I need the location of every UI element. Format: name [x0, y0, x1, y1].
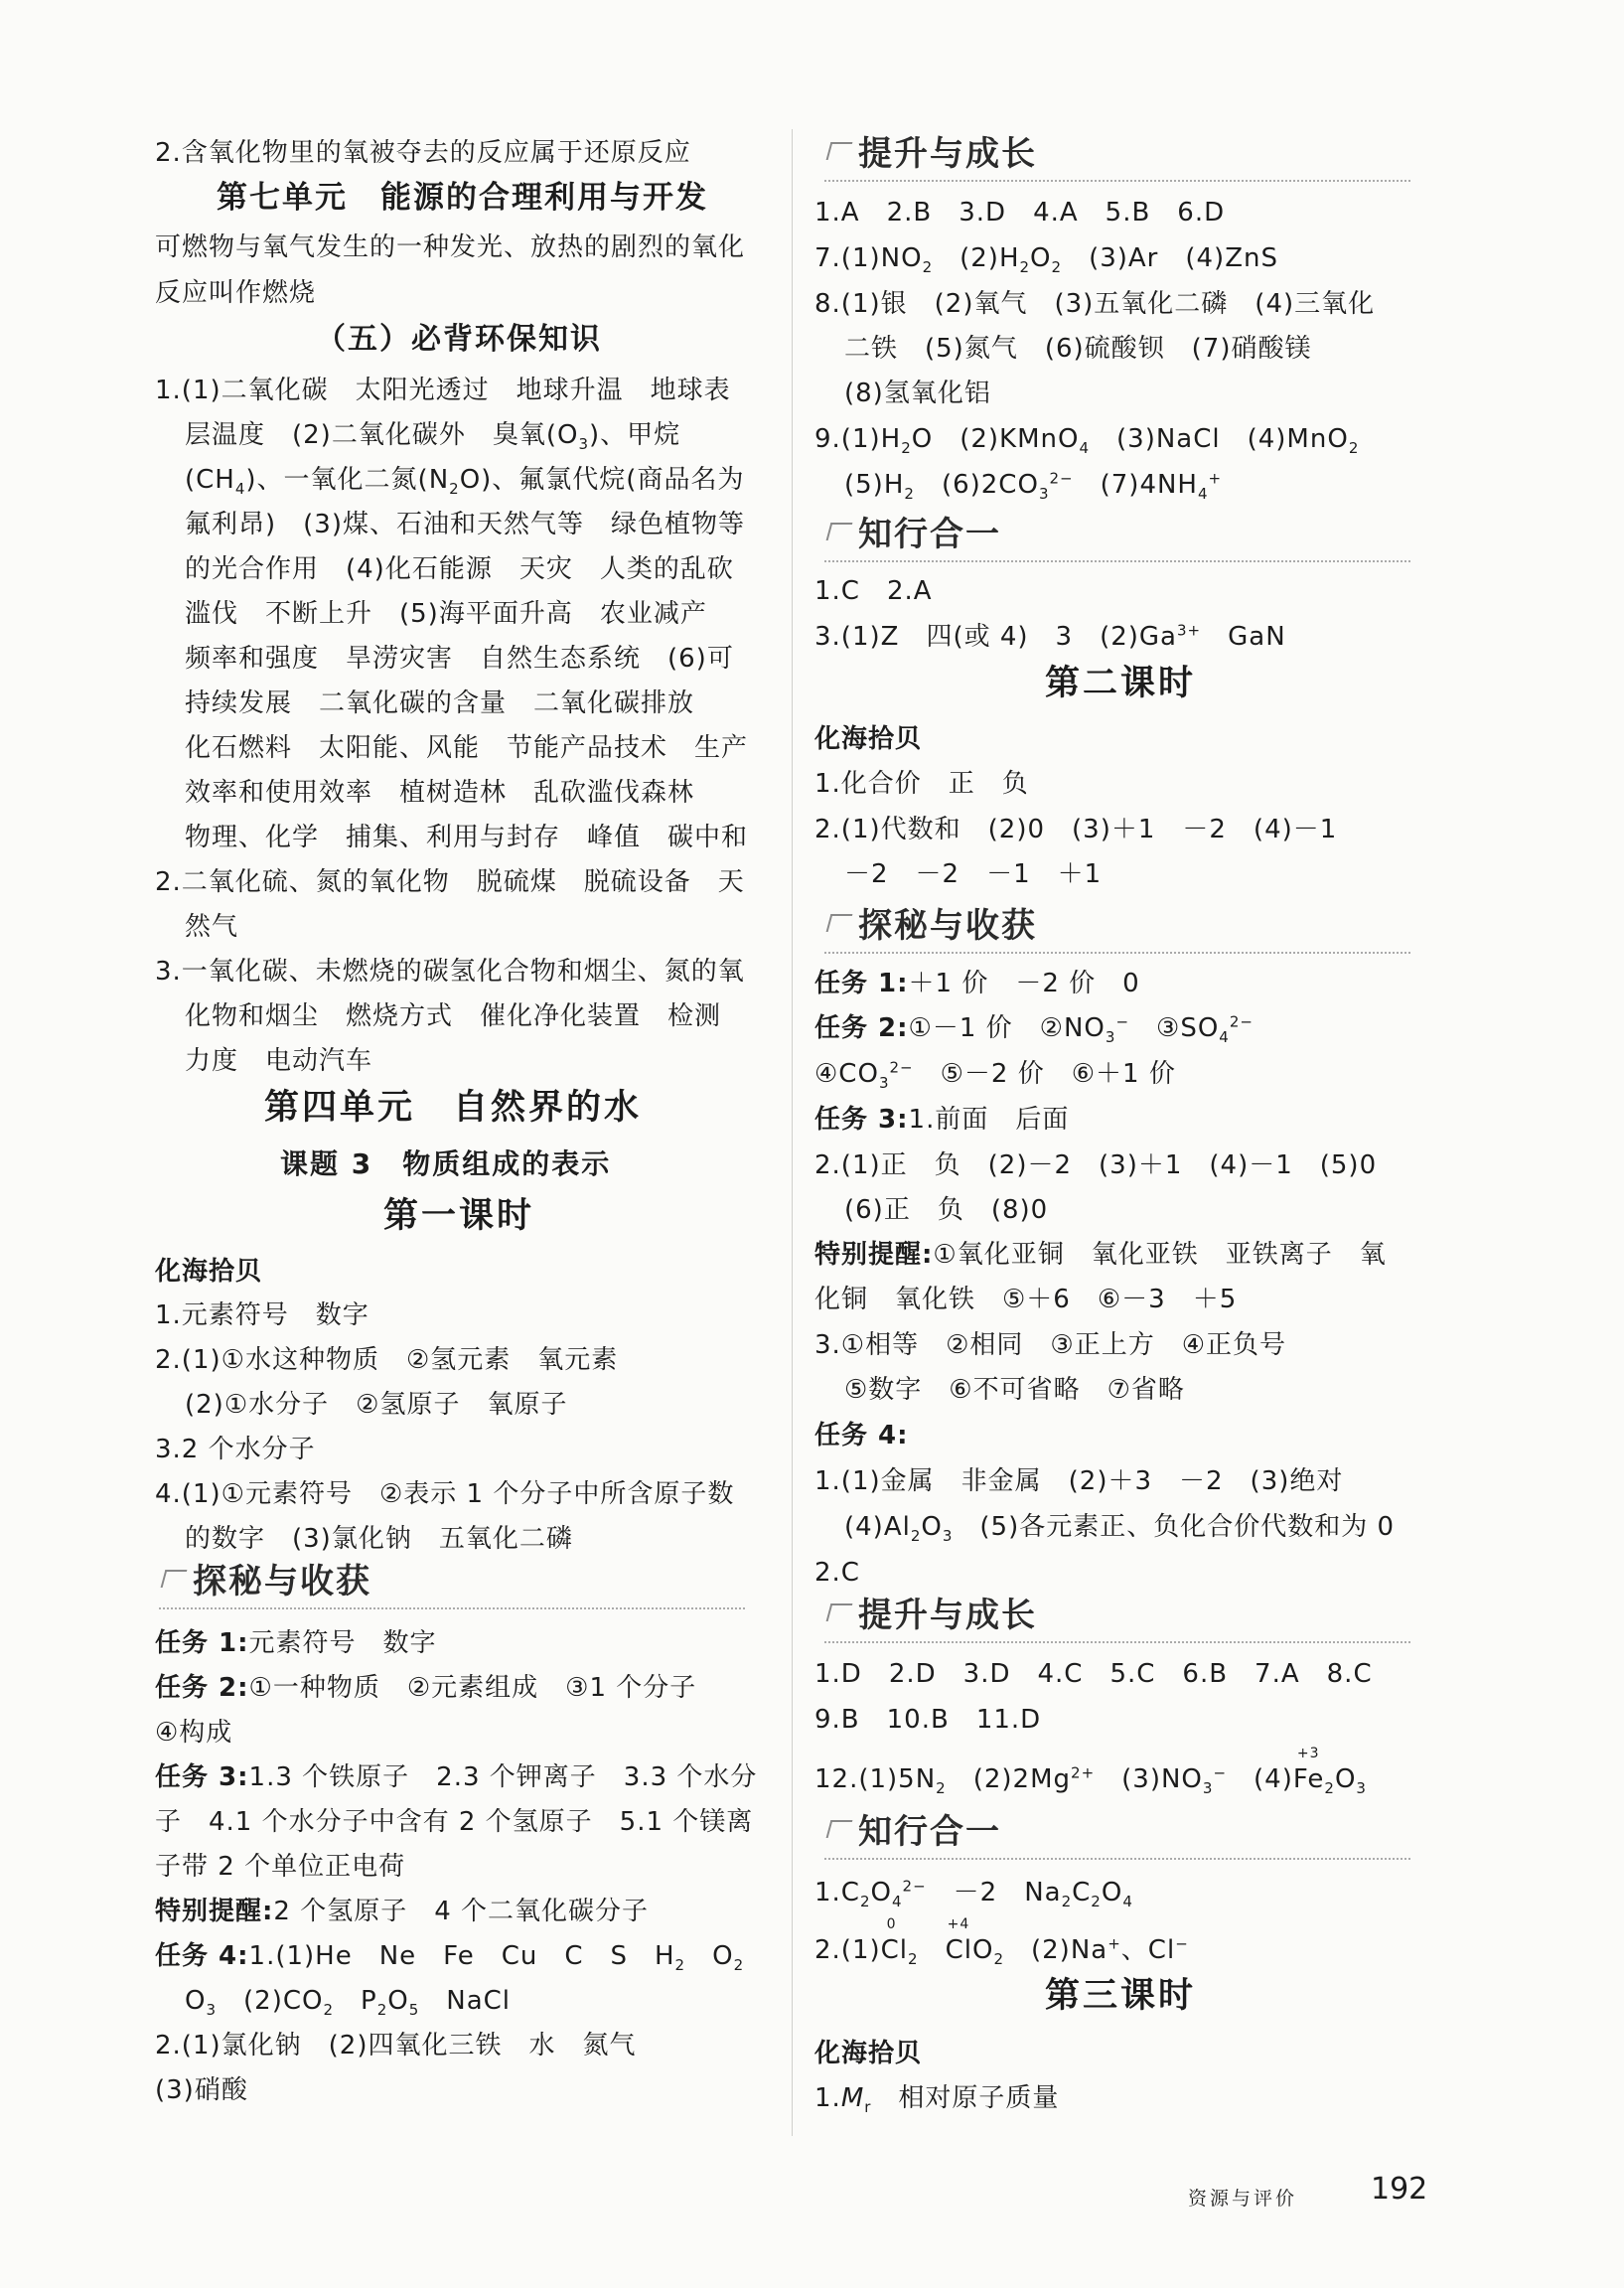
text-line: 效率和使用效率 植树造林 乱砍滥伐森林 [185, 778, 695, 808]
text-line: ④构成 [155, 1718, 233, 1748]
text-line: (2)①水分子 ②氢原子 氧原子 [185, 1390, 568, 1420]
text-line: 任务 1:元素符号 数字 [155, 1628, 437, 1658]
section-mark-icon [826, 914, 853, 932]
text-line: 化物和烟尘 燃烧方式 催化净化装置 检测 [185, 1001, 722, 1031]
text-line: 力度 电动汽车 [185, 1046, 373, 1076]
text-line: $12.(1)5N_2$ $(2)2Mg^{2+}$ $(3)NO_3^-$ (4) +3 $Fe_2O_3$ [814, 1746, 1367, 1798]
text-line: 特别提醒:2 个氢原子 4 个二氧化碳分子 [155, 1897, 650, 1926]
text-line: $1.M_r$ 相对原子质量 [814, 2083, 1060, 2117]
section-mark-icon [826, 1603, 853, 1621]
text-line: 物理、化学 捕集、利用与封存 峰值 碳中和 [185, 823, 749, 852]
valence-mark: +3 [1296, 1746, 1320, 1761]
text-line: $1.C_2O_4^{2-}$ －2 $Na_2C_2O_4$ [814, 1877, 1133, 1911]
text-line: 化铜 氧化铁 ⑤＋6 ⑥－3 ＋5 [814, 1285, 1238, 1314]
text-line: 2.C [814, 1558, 860, 1588]
section-mark-icon [826, 523, 853, 540]
section-header-improve [824, 1594, 1410, 1641]
text-line: 1.A 2.B 3.D 4.A 5.B 6.D [814, 198, 1226, 228]
text-line: 的光合作用 (4)化石能源 天灾 人类的乱砍 [185, 554, 734, 584]
section-mark-icon [826, 142, 853, 160]
text-line: 任务 2:①－1 价 $②NO_3^-$ $③SO_4^{2-}$ [814, 1012, 1254, 1047]
lesson-title: 第一课时 [383, 1196, 535, 1236]
section-header-improve [824, 132, 1410, 180]
dotted-rule [824, 1858, 1410, 1860]
text-line: 特别提醒:①氧化亚铜 氧化亚铁 亚铁离子 氧 [814, 1240, 1387, 1270]
section-header-label: 探秘与收获 [193, 1562, 371, 1602]
dotted-rule [159, 1607, 745, 1609]
text-line: $7.(1)NO_2$ $(2)H_2O_2$ (3)Ar (4)ZnS [814, 243, 1278, 277]
text-line: 任务 1:＋1 价 －2 价 0 [814, 969, 1140, 998]
section-header-practice [824, 513, 1410, 560]
text-line: 2.含氧化物里的氧被夺去的反应属于还原反应 [155, 138, 691, 168]
section-title: （五）必背环保知识 [316, 322, 602, 357]
text-line: $O_3$ $(2)CO_2$ $P_2O_5$ NaCl [185, 1986, 512, 2020]
text-line: 子带 2 个单位正电荷 [155, 1852, 406, 1882]
section-mark-icon [161, 1570, 188, 1588]
text-line: 可燃物与氧气发生的一种发光、放热的剧烈的氧化 [155, 232, 746, 262]
text-line: 1.(1)金属 非金属 (2)＋3 －2 (3)绝对 [814, 1466, 1344, 1496]
text-line: 1.元素符号 数字 [155, 1300, 369, 1330]
text-line: 3.一氧化碳、未燃烧的碳氢化合物和烟尘、氮的氧 [155, 957, 745, 987]
text-line: 层温度 (2)二氧化碳外 臭氧$(O_3)$、甲烷 [185, 420, 681, 454]
text-line: 1.化合价 正 负 [814, 769, 1029, 799]
section-header-practice [824, 1810, 1410, 1858]
subsection-label: 化海拾贝 [814, 2039, 923, 2068]
text-line: 化石燃料 太阳能、风能 节能产品技术 生产 [185, 733, 749, 763]
text-line: 反应叫作燃烧 [155, 278, 317, 308]
text-line: $(5)H_2$ $(6)2CO_3^{2-}$ $(7)4NH_4^+$ [844, 469, 1223, 504]
text-line: $(4)Al_2O_3$ (5)各元素正、负化合价代数和为 0 [844, 1512, 1396, 1546]
valence-mark: +4 [947, 1916, 970, 1932]
section-header-label: 探秘与收获 [858, 906, 1037, 946]
text-line: 2.(1)正 负 (2)－2 (3)＋1 (4)－1 (5)0 [814, 1150, 1378, 1180]
text-line: 2.(1) 0 $Cl_2$ +4 ClO$_2$ (2)Na+、Cl− [814, 1916, 1189, 1969]
text-line: $9.(1)H_2O$ (2)KMnO$_4$ (3)NaCl (4)MnO$_2$ [814, 424, 1360, 458]
text-line: 8.(1)银 (2)氧气 (3)五氧化二磷 (4)三氧化 [814, 289, 1376, 319]
text-line: 二铁 (5)氮气 (6)硫酸钡 (7)硝酸镁 [844, 334, 1312, 364]
lesson-title: 第三课时 [1045, 1976, 1197, 2016]
section-header-label: 提升与成长 [858, 1596, 1037, 1635]
text-line: 2.(1)代数和 (2)0 (3)＋1 －2 (4)－1 [814, 815, 1338, 844]
section-mark-icon [826, 1820, 853, 1838]
text-line: 任务 3:1.3 个铁原子 2.3 个钾离子 3.3 个水分 [155, 1762, 758, 1792]
text-line: $④CO_3^{2-}$ ⑤－2 价 ⑥＋1 价 [814, 1058, 1176, 1093]
text-line: 1.C 2.A [814, 576, 933, 606]
text-line: (6)正 负 (8)0 [844, 1195, 1049, 1225]
text-line: 的数字 (3)氯化钠 五氧化二磷 [185, 1524, 573, 1554]
text-line: 子 4.1 个水分子中含有 2 个氢原子 5.1 个镁离 [155, 1807, 754, 1837]
section-header-explore [159, 1560, 745, 1607]
text-line: (8)氢氧化铝 [844, 379, 991, 408]
dotted-rule [824, 1641, 1410, 1643]
page-number: 192 [1371, 2172, 1428, 2207]
text-line: 2.二氧化硫、氮的氧化物 脱硫煤 脱硫设备 天 [155, 867, 745, 897]
text-line: 1.D 2.D 3.D 4.C 5.C 6.B 7.A 8.C [814, 1659, 1373, 1689]
text-line: (3)硝酸 [155, 2075, 248, 2105]
text-line: 任务 2:①一种物质 ②元素组成 ③1 个分子 [155, 1673, 697, 1703]
unit7-title: 第七单元 能源的合理利用与开发 [217, 180, 708, 216]
text-line: 9.B 10.B 11.D [814, 1705, 1042, 1735]
text-line: 任务 3:1.前面 后面 [814, 1105, 1070, 1135]
text-line: 任务 4: [814, 1421, 909, 1450]
text-line: ⑤数字 ⑥不可省略 ⑦省略 [844, 1375, 1185, 1405]
lesson-title: 第二课时 [1045, 664, 1197, 703]
text-line: 3.2 个水分子 [155, 1435, 316, 1464]
column-divider [792, 129, 793, 2136]
text-line: 4.(1)①元素符号 ②表示 1 个分子中所含原子数 [155, 1479, 735, 1509]
text-line: 2.(1)①水这种物质 ②氢元素 氧元素 [155, 1345, 619, 1375]
section-header-label: 知行合一 [858, 1812, 1001, 1852]
text-line: 3.①相等 ②相同 ③正上方 ④正负号 [814, 1330, 1287, 1360]
text-line: 然气 [185, 912, 239, 942]
section-header-label: 知行合一 [858, 515, 1001, 554]
dotted-rule [824, 952, 1410, 954]
text-line: 持续发展 二氧化碳的含量 二氧化碳排放 [185, 688, 695, 718]
text-line: $(CH_4)$、一氧化二氮$(N_2O)$、氟氯代烷(商品名为 [185, 465, 745, 499]
dotted-rule [824, 180, 1410, 182]
section-header-label: 提升与成长 [858, 134, 1037, 174]
section-header-explore [824, 904, 1410, 952]
text-line: 频率和强度 旱涝灾害 自然生态系统 (6)可 [185, 644, 734, 674]
unit4-title: 第四单元 自然界的水 [264, 1088, 643, 1128]
text-line: 滥伐 不断上升 (5)海平面升高 农业减产 [185, 599, 707, 629]
text-line: 2.(1)氯化钠 (2)四氧化三铁 水 氮气 [155, 2031, 637, 2060]
footer-label: 资源与评价 [1188, 2188, 1298, 2210]
dotted-rule [824, 560, 1410, 562]
valence-mark: 0 [886, 1916, 897, 1932]
text-line: 氟利昂) (3)煤、石油和天然气等 绿色植物等 [185, 510, 745, 539]
text-line: 3.(1)Z 四(或 4) 3 $(2)Ga^{3+}$ GaN [814, 621, 1286, 652]
text-line: 任务 4:1.(1)He Ne Fe Cu C S $H_2$ $O_2$ [155, 1941, 745, 1975]
text-line: 1.(1)二氧化碳 太阳光透过 地球升温 地球表 [155, 376, 731, 405]
subsection-label: 化海拾贝 [155, 1257, 263, 1287]
text-line: －2 －2 －1 ＋1 [844, 859, 1103, 889]
topic-title: 课题 3 物质组成的表示 [280, 1147, 612, 1180]
subsection-label: 化海拾贝 [814, 724, 923, 754]
